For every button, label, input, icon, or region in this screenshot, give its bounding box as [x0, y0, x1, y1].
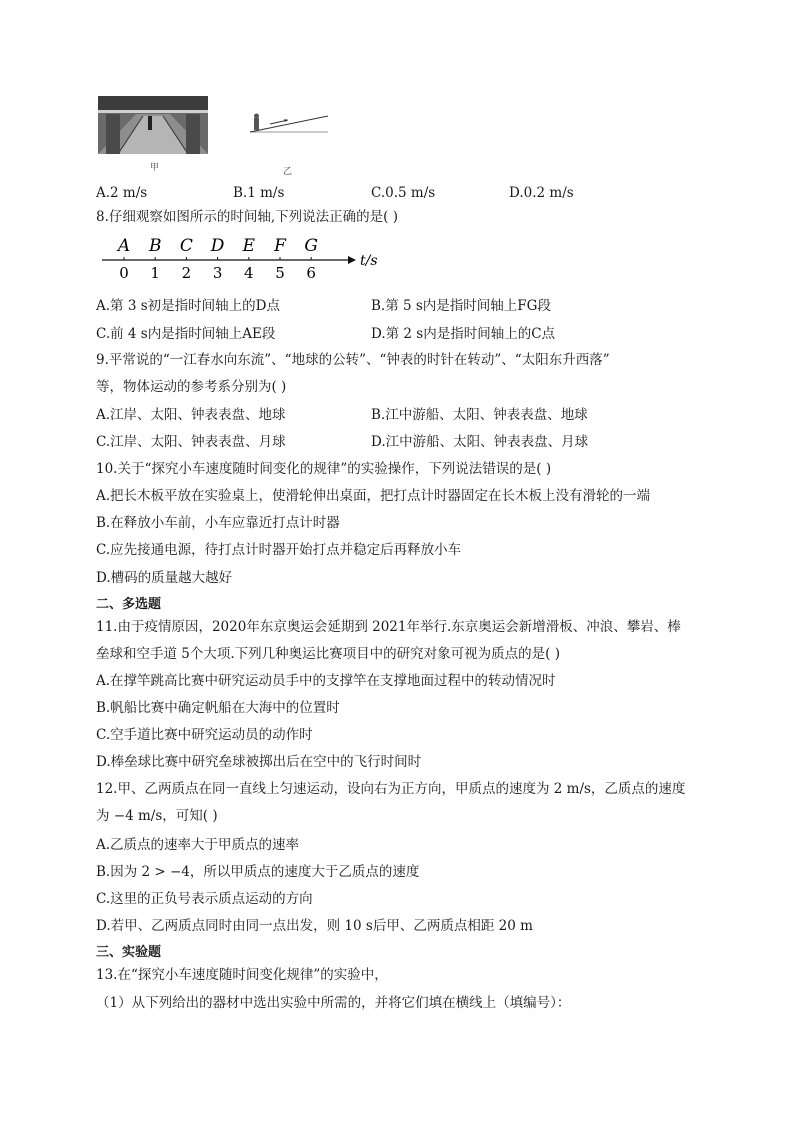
q7-option-d: D.0.2 m/s — [509, 185, 574, 201]
q10-option-c: C.应先接通电源，待打点计时器开始打点并稳定后再释放小车 — [96, 542, 462, 558]
q8-option-c: C.前 4 s内是指时间轴上AE段 — [96, 326, 276, 342]
walkway-photo-illustration — [98, 96, 208, 154]
q7-option-b: B.1 m/s — [233, 185, 285, 201]
q9-option-c: C.江岸、太阳、钟表表盘、月球 — [96, 434, 286, 450]
time-point-label-E: E — [242, 236, 256, 256]
q11-stem-line1: 11.由于疫情原因，2020年东京奥运会延期到 2021年举行.东京奥运会新增滑板、冲浪、攀岩、棒 — [96, 619, 681, 635]
time-axis-diagram — [100, 232, 380, 282]
time-point-label-C: C — [179, 236, 193, 256]
q7-option-a: A.2 m/s — [96, 185, 148, 201]
q11-option-c: C.空手道比赛中研究运动员的动作时 — [96, 727, 313, 743]
q9-option-a: A.江岸、太阳、钟表表盘、地球 — [96, 407, 286, 423]
section-experiment-heading: 三、实验题 — [96, 945, 162, 960]
time-axis-svg — [100, 232, 380, 282]
time-tick-number: 1 — [150, 264, 160, 282]
q8-stem: 8.仔细观察如图所示的时间轴,下列说法正确的是( ) — [96, 209, 398, 225]
time-axis-unit-label: t/s — [360, 253, 378, 269]
time-tick-number: 2 — [181, 264, 192, 282]
q9-option-b: B.江中游船、太阳、钟表表盘、地球 — [371, 407, 588, 423]
q11-option-b: B.帆船比赛中确定帆船在大海中的位置时 — [96, 700, 340, 716]
q10-option-b: B.在释放小车前，小车应靠近打点计时器 — [96, 515, 340, 531]
time-tick-number: 6 — [306, 264, 316, 282]
time-point-label-D: D — [210, 236, 225, 256]
q10-stem: 10.关于“探究小车速度随时间变化的规律”的实验操作，下列说法错误的是( ) — [96, 461, 552, 477]
figure-caption-jia: 甲 — [150, 163, 160, 173]
time-tick-number: 5 — [275, 264, 285, 282]
q11-option-a: A.在撑竿跳高比赛中研究运动员手中的支撑竿在支撑地面过程中的转动情况时 — [96, 673, 556, 689]
time-axis-arrow — [348, 256, 356, 264]
q12-option-c: C.这里的正负号表示质点运动的方向 — [96, 891, 313, 907]
q8-option-d: D.第 2 s内是指时间轴上的C点 — [371, 326, 556, 342]
time-tick-number: 4 — [244, 264, 254, 282]
q9-stem-line1: 9.平常说的“一江春水向东流”、“地球的公转”、“钟表的时针在转动”、“太阳东升西落” — [96, 352, 610, 368]
q11-stem-line2: 垒球和空手道 5个大项.下列几种奥运比赛项目中的研究对象可视为质点的是( ) — [96, 646, 560, 662]
q10-option-a: A.把长木板平放在实验桌上，使滑轮伸出桌面，把打点计时器固定在长木板上没有滑轮的一端 — [96, 488, 651, 504]
time-point-label-B: B — [148, 236, 162, 256]
incline-diagram-svg — [240, 110, 332, 165]
q12-option-d: D.若甲、乙两质点同时由同一点出发，则 10 s后甲、乙两质点相距 20 m — [96, 918, 533, 934]
time-tick-number: 3 — [212, 264, 223, 282]
figure-caption-yi: 乙 — [283, 167, 293, 177]
q9-option-d: D.江中游船、太阳、钟表表盘、月球 — [371, 434, 589, 450]
q7-option-c: C.0.5 m/s — [371, 185, 436, 201]
time-point-label-A: A — [117, 236, 131, 256]
q12-stem-line1: 12.甲、乙两质点在同一直线上匀速运动，设向右为正方向，甲质点的速度为 2 m/s，乙质点的速度 — [96, 781, 686, 797]
q9-stem-line2: 等，物体运动的参考系分别为( ) — [96, 379, 287, 395]
q10-option-d: D.槽码的质量越大越好 — [96, 570, 233, 586]
q8-option-b: B.第 5 s内是指时间轴上FG段 — [371, 298, 551, 314]
q13-stem: 13.在“探究小车速度随时间变化规律”的实验中， — [96, 967, 388, 983]
moving-walkway-photo — [98, 96, 208, 154]
q8-option-a: A.第 3 s初是指时间轴上的D点 — [96, 298, 280, 314]
incline-diagram — [240, 110, 332, 165]
q12-option-a: A.乙质点的速率大于甲质点的速率 — [96, 837, 300, 853]
q13-sub1: （1）从下列给出的器材中选出实验中所需的，并将它们填在横线上（填编号）： — [96, 995, 571, 1011]
time-point-label-F: F — [274, 236, 286, 256]
time-tick-number: 0 — [119, 264, 129, 282]
q11-option-d: D.棒垒球比赛中研究垒球被掷出后在空中的飞行时间时 — [96, 754, 422, 770]
q12-stem-line2: 为 −4 m/s，可知( ) — [96, 808, 218, 824]
section-multiple-choice-heading: 二、多选题 — [96, 597, 162, 612]
time-point-label-G: G — [304, 236, 318, 256]
q12-option-b: B.因为 2 > −4，所以甲质点的速度大于乙质点的速度 — [96, 864, 420, 880]
